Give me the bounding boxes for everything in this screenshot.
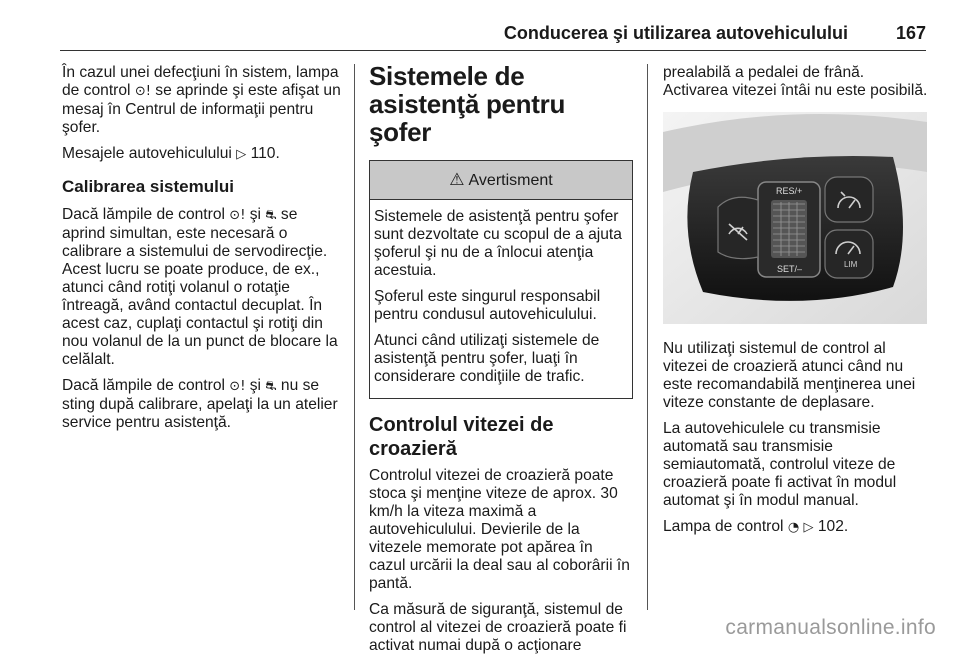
set-minus-label: SET/– (777, 264, 803, 274)
paragraph: prealabilă a pedalei de frână. Activarea vitezei întâi nu este posibilă. (663, 64, 928, 99)
paragraph: În cazul unei defecţiuni în sistem, lampa de control ⊙! se aprinde şi este afişat un mesaj în Centrul de informaţii pentru şofer. (62, 64, 341, 136)
page-header (60, 22, 926, 51)
cruise-control-icon: ◔ (787, 520, 800, 535)
steering-warning-icon: ⊙! (229, 379, 246, 394)
watermark: carmanualsonline.info (725, 616, 936, 639)
steering-warning-icon: ⊙! (134, 84, 151, 99)
esp-lamp-icon: ⛐ (265, 208, 277, 223)
paragraph: Controlul vitezei de croazieră poate stoca şi menţine viteze de aprox. 30 km/h la viteza maximă a autovehiculului. Devierile de la vitezele memorate pot apărea în cazul urcării la deal sau al coborârii în pantă. (369, 467, 630, 592)
paragraph: Dacă lămpile de control ⊙! şi ⛐ se aprind simultan, este necesară o calibrare a sistemului de servodirecţie. Acest lucru se poate produce, de ex., atunci când rotiţi volanul o rotaţie întreagă, având contactul decuplat. În acest caz, cuplaţi contactul şi rotiţi din nou volanul de la un punct de blocare la celălalt. (62, 206, 338, 368)
page-reference[interactable]: 102. (817, 518, 849, 535)
column-divider (354, 64, 355, 610)
column-1 (62, 64, 342, 440)
warning-paragraph: Sistemele de asistenţă pentru şofer sunt dezvoltate cu scopul de a ajuta şoferul şi nu de a înlocui atenţia acestuia. (374, 208, 622, 279)
section-title: Sistemele de asistenţă pentru şofer (369, 61, 566, 147)
page-reference[interactable]: 110. (250, 145, 280, 162)
column-divider (647, 64, 648, 610)
warning-header (370, 161, 632, 200)
column-2 (369, 62, 633, 663)
paragraph: Lampa de control ◔ ▷ 102. (663, 518, 849, 535)
warning-box (369, 160, 633, 399)
column-3 (663, 64, 929, 545)
reference-arrow-icon: ▷ (236, 147, 247, 162)
lim-label: LIM (844, 260, 858, 269)
warning-triangle-icon: ⚠ (449, 170, 465, 190)
subsection-title: Controlul vitezei de croazieră (369, 414, 554, 460)
page-title: Conducerea şi utilizarea autovehiculului (503, 23, 848, 43)
paragraph: Ca măsură de siguranţă, sistemul de control al vitezei de croazieră poate fi activat numai după o acţionare (369, 601, 627, 654)
warning-body (370, 200, 632, 398)
steering-warning-icon: ⊙! (229, 208, 246, 223)
steering-wheel-controls-photo (663, 112, 927, 324)
esp-lamp-icon: ⛐ (265, 379, 277, 394)
paragraph: Dacă lămpile de control ⊙! şi ⛐ nu se sting după calibrare, apelaţi la un atelier service pentru asistenţă. (62, 377, 338, 431)
warning-paragraph: Atunci când utilizaţi sistemele de asistenţă pentru şofer, luaţi în considerare condiţiile de trafic. (374, 332, 600, 385)
reference-arrow-icon: ▷ (803, 520, 814, 535)
paragraph: Mesajele autovehiculului ▷ 110. (62, 145, 280, 162)
subheading: Calibrarea sistemului (62, 177, 234, 196)
warning-title: Avertisment (468, 172, 553, 189)
paragraph: Nu utilizaţi sistemul de control al vitezei de croazieră atunci când nu este recomandabilă menţinerea unei viteze constante de deplasare. (663, 340, 916, 411)
res-plus-label: RES/+ (776, 186, 803, 196)
paragraph: La autovehiculele cu transmisie automată sau transmisie semiautomată, controlul viteze de croazieră poate fi activat în modul automat şi în modul manual. (663, 420, 897, 509)
warning-paragraph: Şoferul este singurul responsabil pentru condusul autovehiculului. (374, 288, 601, 323)
page-number: 167 (895, 23, 926, 43)
